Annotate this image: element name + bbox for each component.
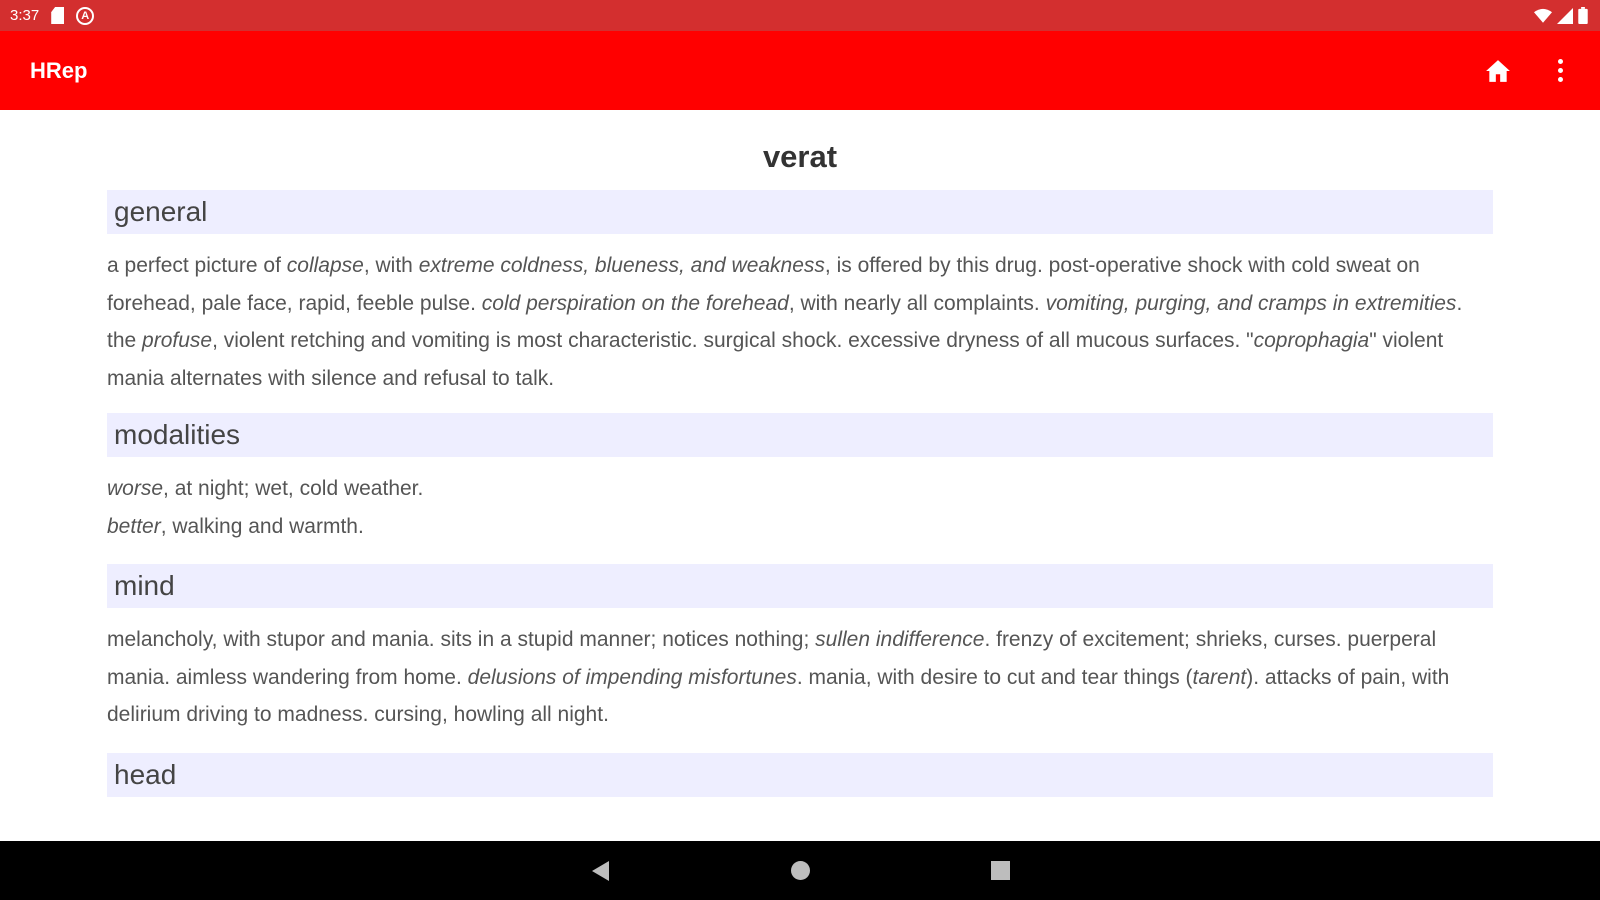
- system-notification-icon: A: [76, 7, 94, 25]
- nav-recents-button[interactable]: [980, 851, 1020, 891]
- status-right: [1534, 7, 1588, 24]
- app-bar: [0, 31, 1600, 110]
- app-actions: [1478, 51, 1580, 91]
- status-time: 3:37: [10, 7, 40, 24]
- section-heading-general: general: [107, 190, 1493, 234]
- navigation-bar: [0, 841, 1600, 900]
- back-icon: [592, 861, 609, 881]
- modality-better: better, walking and warmth.: [107, 514, 364, 538]
- section-general: [107, 190, 1493, 397]
- section-heading-modalities: modalities: [107, 413, 1493, 457]
- more-vert-icon: [1558, 59, 1563, 82]
- section-text-modalities: [107, 457, 1493, 545]
- nav-back-button[interactable]: [580, 851, 620, 891]
- section-heading-mind: mind: [107, 564, 1493, 608]
- page-title: verat: [762, 139, 838, 174]
- home-button[interactable]: [1478, 51, 1518, 91]
- section-text-mind: melancholy, with stupor and mania. sits in a stupid manner; notices nothing; sullen indifference. frenzy of excitement; shrieks, curses. puerperal mania. aimless wandering from home. delusions of impending misfortunes. mania, with desire to cut and tear things (tarent). attacks of pain, with delirium driving to madness. cursing, howling all night.: [107, 628, 1450, 726]
- section-head: [107, 753, 1493, 797]
- battery-icon: [1578, 7, 1588, 24]
- section-text-general: a perfect picture of collapse, with extreme coldness, blueness, and weakness, is offered by this drug. post-operative shock with cold sweat on forehead, pale face, rapid, feeble pulse. cold perspiration on the forehead, with nearly all complaints. vomiting, purging, and cramps in extremities. the profuse, violent retching and vomiting is most characteristic. surgical shock. excessive dryness of all mucous surfaces. "coprophagia" violent mania alternates with silence and refusal to talk.: [107, 254, 1463, 390]
- status-bar: [0, 0, 1600, 31]
- recents-icon: [991, 861, 1010, 880]
- status-left: [10, 7, 94, 25]
- section-modalities: [107, 413, 1493, 545]
- more-options-button[interactable]: [1540, 51, 1580, 91]
- nav-home-button[interactable]: [780, 851, 820, 891]
- app-title: HRep: [30, 57, 88, 83]
- home-circle-icon: [791, 861, 810, 880]
- section-heading-head: head: [107, 753, 1493, 797]
- modality-worse: worse, at night; wet, cold weather.: [107, 477, 424, 500]
- home-icon: [1485, 59, 1511, 83]
- sd-card-icon: [51, 7, 64, 24]
- content-scroll-area[interactable]: [0, 110, 1600, 841]
- signal-icon: [1557, 8, 1573, 24]
- wifi-icon: [1534, 8, 1552, 24]
- section-mind: [107, 564, 1493, 734]
